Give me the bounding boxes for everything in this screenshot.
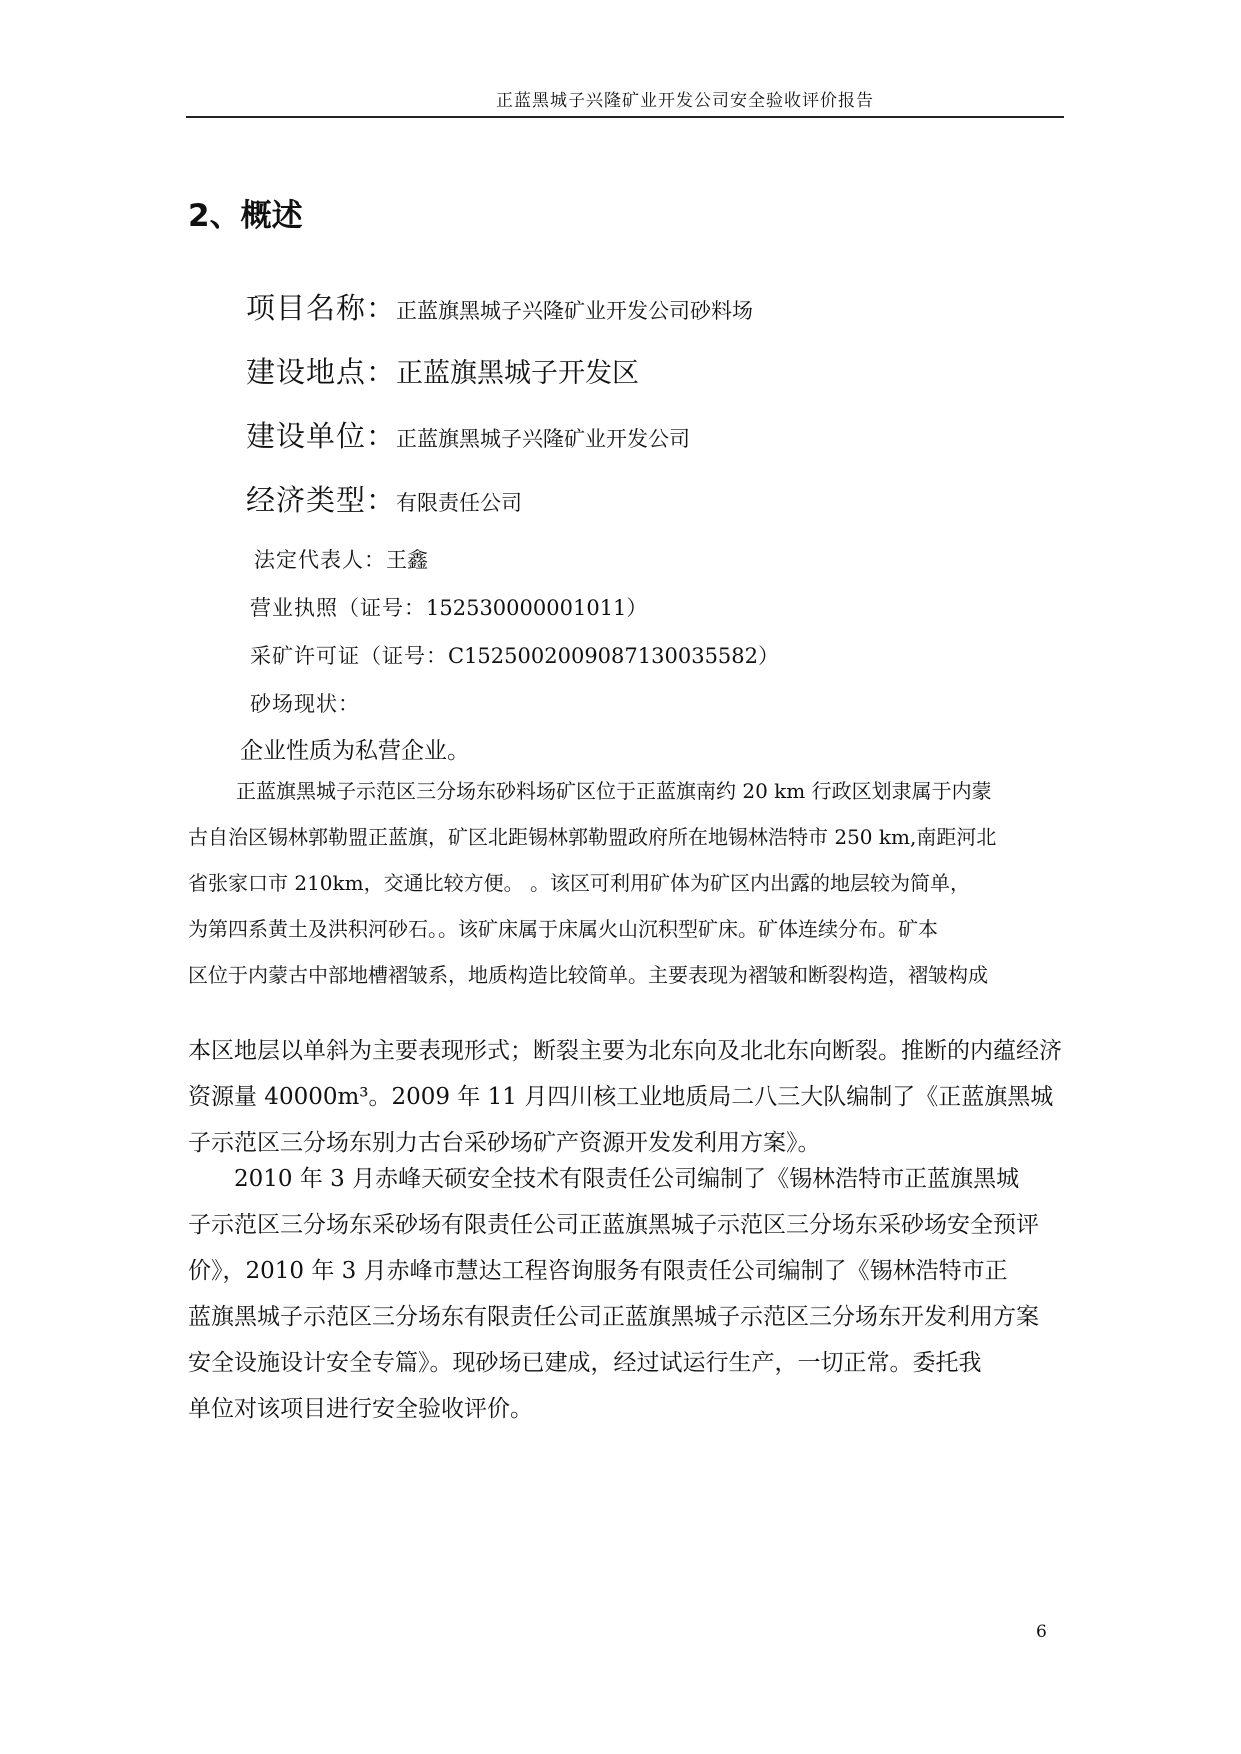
field-value: 正蓝旗黑城子兴隆矿业开发公司: [396, 427, 691, 451]
field-label: 法定代表人：: [254, 548, 386, 572]
paragraph-location: [188, 768, 1054, 998]
field-project-name: [246, 286, 753, 327]
paragraph-history: [188, 1156, 1054, 1432]
field-value: 152530000001011）: [426, 596, 648, 620]
page-number: 6: [1036, 1622, 1047, 1642]
paragraph-line: 子示范区三分场东别力古台采砂场矿产资源开发发利用方案》。: [188, 1130, 821, 1156]
paragraph-line: 省张家口市 210km，交通比较方便。 。该区可利用矿体为矿区内出露的地层较为简单，: [188, 871, 970, 895]
paragraph-geology: [188, 1028, 1062, 1166]
header-title: 正蓝黑城子兴隆矿业开发公司安全验收评价报告: [496, 91, 874, 111]
field-label: 砂场现状：: [250, 692, 360, 716]
paragraph-line: 本区地层以单斜为主要表现形式；断裂主要为北东向及北北东向断裂。推断的内蕴经济: [188, 1038, 1062, 1064]
field-value: 正蓝旗黑城子开发区: [396, 358, 640, 389]
field-location: [246, 350, 639, 391]
field-business-license: [250, 592, 647, 622]
paragraph-line: 2010 年 3 月赤峰天硕安全技术有限责任公司编制了《锡林浩特市正蓝旗黑城: [188, 1166, 1020, 1192]
field-economy-type: [246, 478, 522, 519]
field-label: 建设单位：: [246, 419, 397, 453]
field-label: 营业执照（证号：: [250, 596, 426, 620]
paragraph-line: 蓝旗黑城子示范区三分场东有限责任公司正蓝旗黑城子示范区三分场东开发利用方案: [188, 1304, 1039, 1330]
field-label: 项目名称：: [246, 291, 397, 325]
paragraph-line: 资源量 40000m³。2009 年 11 月四川核工业地质局二八三大队编制了《正蓝旗黑城: [188, 1084, 1054, 1110]
field-value: 正蓝旗黑城子兴隆矿业开发公司砂料场: [396, 299, 754, 323]
field-legal-rep: [254, 544, 428, 574]
paragraph-line: 区位于内蒙古中部地槽褶皱系，地质构造比较简单。主要表现为褶皱和断裂构造，褶皱构成: [188, 963, 988, 987]
paragraph-line: 古自治区锡林郭勒盟正蓝旗，矿区北距锡林郭勒盟政府所在地锡林浩特市 250 km,南距河北: [188, 825, 997, 849]
field-unit: [246, 414, 690, 455]
field-value: 有限责任公司: [396, 491, 523, 515]
enterprise-nature: 企业性质为私营企业。: [240, 738, 470, 764]
field-status: [250, 688, 360, 718]
paragraph-line: 正蓝旗黑城子示范区三分场东砂料场矿区位于正蓝旗南约 20 km 行政区划隶属于内蒙: [236, 779, 992, 803]
paragraph-line: 为第四系黄土及洪积河砂石。。该矿床属于床属火山沉积型矿床。矿体连续分布。矿本: [188, 917, 938, 941]
field-mining-license: [250, 640, 779, 670]
field-label: 建设地点：: [246, 355, 397, 389]
paragraph-line: 单位对该项目进行安全验收评价。: [188, 1396, 533, 1422]
paragraph-line: 价》，2010 年 3 月赤峰市慧达工程咨询服务有限责任公司编制了《锡林浩特市正: [188, 1258, 1008, 1284]
field-value: C1525002009087130035582）: [448, 644, 780, 668]
paragraph-line: 子示范区三分场东采砂场有限责任公司正蓝旗黑城子示范区三分场东采砂场安全预评: [188, 1212, 1039, 1238]
page-header: [186, 86, 1064, 118]
section-title: 2、概述: [188, 198, 303, 234]
paragraph-line: 安全设施设计安全专篇》。现砂场已建成，经过试运行生产，一切正常。委托我: [188, 1350, 982, 1376]
field-label: 采矿许可证（证号：: [250, 644, 448, 668]
field-value: 王鑫: [386, 548, 428, 572]
field-label: 经济类型：: [246, 483, 397, 517]
